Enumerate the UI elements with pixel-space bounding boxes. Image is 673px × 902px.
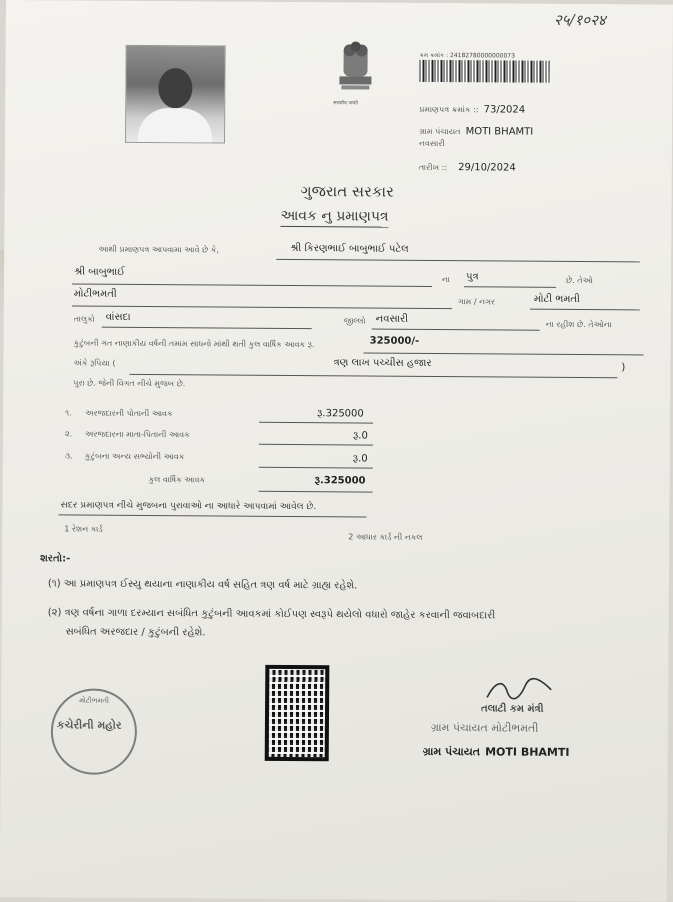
applicant-photo (125, 45, 226, 144)
details-intro: પુરા છે. જેની વિગત નીચે મુજબ છે. (73, 378, 186, 389)
income-row-label: કુટુંબના અન્ય સભ્યોની આવક (84, 451, 185, 462)
signatory-panchayat-name: MOTI BHAMTI (485, 745, 570, 759)
district-label: જીલ્લો (343, 316, 366, 326)
row-underline (259, 422, 373, 424)
income-row-label: અરજદારના માતા-પિતાની આવક (84, 429, 190, 440)
cert-number-row (419, 97, 525, 117)
photo-body-shape (138, 108, 212, 143)
taluka-label: તાલુકો (73, 314, 95, 324)
signature-scribble-icon (485, 677, 555, 703)
condition-2-continued: સબંધિત અરજદાર / કુટુંબની રહેશે. (65, 626, 206, 639)
evidence-heading: સદર પ્રમાણપત્ર નીચે મુજબના પુરાવાઓ ના આધારે આપવામાં આવેલ છે. (60, 500, 317, 513)
village-value-underline (530, 309, 640, 311)
panchayat-label: ગ્રામ પંચાયત (419, 126, 461, 137)
row-underline (259, 467, 373, 469)
evidence-underline (58, 514, 366, 517)
national-emblem-icon (329, 40, 381, 106)
photo-head-shape (158, 68, 192, 108)
date-row (419, 155, 516, 175)
village-underline (72, 305, 452, 309)
income-row-amount: રૂ.0 (352, 430, 368, 442)
name-underline (276, 259, 640, 263)
amount-in-words: ત્રણ લાખ પચ્ચીસ હજાર (333, 357, 432, 369)
taluka-value: વાંસદા (105, 311, 131, 323)
relation: પુત્ર (466, 271, 479, 283)
cert-number: 73/2024 (483, 104, 526, 116)
income-underline (364, 353, 644, 356)
relation-underline (464, 286, 556, 288)
handwritten-date-note: २५/१०२४ (553, 10, 606, 30)
village-value: મોટી ભમતી (533, 293, 580, 306)
district-underline (372, 329, 540, 331)
relation-suffix: છે. તેઓ (566, 275, 593, 286)
panchayat-row (419, 119, 533, 139)
conditions-heading: શરતો:- (40, 553, 71, 565)
barcode (419, 60, 549, 83)
words-underline (129, 374, 617, 378)
certificate-title: આવક નુ પ્રમાણપત્ર (280, 208, 388, 228)
income-amount: 325000/- (369, 335, 420, 347)
evidence-item-1: 1 રેશન કાર્ડ (64, 524, 103, 534)
signatory-panchayat-label: ગ્રામ પંચાયત (422, 744, 481, 759)
father-underline (72, 283, 432, 287)
date-label: તારીખ :: (418, 162, 448, 173)
header-district: નવસારી (418, 138, 445, 149)
total-amount: રૂ.325000 (314, 475, 366, 487)
village-label: ગામ / નગર (457, 297, 496, 307)
income-row-num: ૨. (64, 429, 73, 439)
condition-2: (૨) ત્રણ વર્ષના ગાળા દરમ્યાન સબંધિત કુટુંબની આવકમાં કોઈપણ સ્વરૂપે થયેલો વધારો જાહેર કરવાની જવાબદારી (47, 607, 496, 622)
signatory-panchayat-gujarati: ગ્રામ પંચાયત મોટીભમતી (430, 720, 539, 735)
income-sentence: કુટુંબની ગત નાણાકીય વર્ષની તમામ સાધનો માંથી થતી કુલ વાર્ષિક આવક રૂ. (73, 338, 315, 350)
barcode-caption: ક્રમ ક્રમાંક : 24182780000000073 (419, 51, 515, 60)
cert-number-label: પ્રમાણપત્ર ક્રમાંક :: (419, 104, 479, 115)
seal-ring-text: મોટીભમતી (79, 696, 110, 705)
income-row-num: ૧. (65, 408, 72, 418)
signatory-title: તલાટી કમ મંત્રી (481, 703, 544, 715)
qr-code (265, 665, 330, 761)
district-value: નવસારી (375, 313, 409, 325)
government-title: ગુજરાત સરકાર (300, 182, 394, 201)
income-row-num: ૩. (64, 451, 73, 461)
income-row-amount: રૂ.0 (352, 453, 368, 465)
paren-close: ) (621, 362, 626, 374)
na-label: ના (442, 275, 451, 285)
seal-label: કચેરીની મહોર (56, 718, 122, 732)
residence-suffix: ના રહીશ છે. તેઓના (545, 319, 612, 330)
words-label: અંકે રૂપિયા ( (73, 358, 116, 368)
signatory-panchayat-row (423, 740, 570, 760)
panchayat-name: MOTI BHAMTI (465, 126, 534, 138)
office-seal (51, 688, 138, 775)
village-name: મોટીભમતી (73, 288, 117, 300)
applicant-name: શ્રી કિરણભાઈ બાબુભાઈ પટેલ (290, 242, 409, 255)
father-name: શ્રી બાબુભાઈ (74, 266, 126, 278)
taluka-underline (102, 327, 312, 329)
income-row-amount: રૂ.325000 (317, 408, 364, 420)
income-row-label: અરજદારની પોતાની આવક (85, 408, 173, 419)
condition-1: (૧) આ પ્રમાણપત્ર ઈસ્યુ થયાના નાણાકીય વર્ષ સહિત ત્રણ વર્ષ માટે ગ્રાહ્ય રહેશે. (47, 578, 358, 592)
evidence-item-2: 2 આધાર કાર્ડ ની નકલ (348, 532, 423, 542)
intro-text: આથી પ્રમાણપત્ર આપવામા આવે છે કે, (98, 244, 219, 255)
row-underline (259, 444, 373, 446)
emblem-motto: सत्यमेव जयते (333, 100, 358, 107)
total-label: કુલ વાર્ષિક આવક (148, 475, 206, 485)
total-underline (259, 491, 373, 493)
issue-date: 29/10/2024 (458, 162, 516, 174)
